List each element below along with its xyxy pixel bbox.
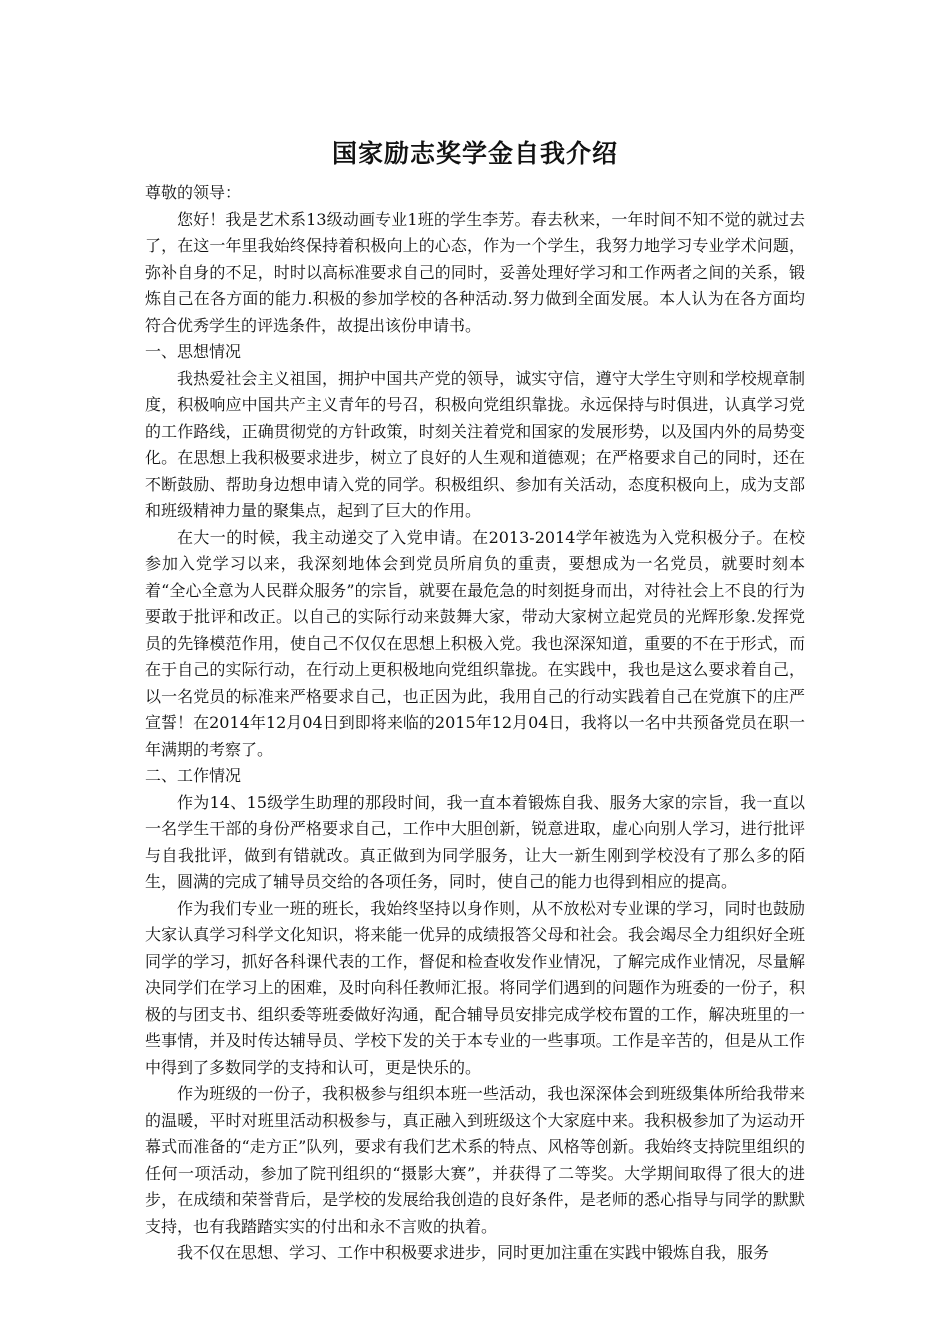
paragraph: 作为班级的一份子，我积极参与组织本班一些活动，我也深深体会到班级集体所给我带来的温暖，平时对班里活动积极参与，真正融入到班级这个大家庭中来。我积极参加了为运动开幕式而准备的“走方正”队列，要求有我们艺术系的特点、风格等创新。我始终支持院里组织的任何一项活动，参加了院刊组织的“摄影大赛”，并获得了二等奖。大学期间取得了很大的进步，在成绩和荣誉背后，是学校的发展给我创造的良好条件，是老师的悉心指导与同学的默默支持，也有我踏踏实实的付出和永不言败的执着。 <box>145 1084 805 1236</box>
paragraph: 作为14、15级学生助理的那段时间，我一直本着锻炼自我、服务大家的宗旨，我一直以一名学生干部的身份严格要求自己，工作中大胆创新，锐意进取，虚心向别人学习，进行批评与自我批评，做到有错就改。真正做到为同学服务，让大一新生刚到学校没有了那么多的陌生，圆满的完成了辅导员交给的各项任务，同时，使自己的能力也得到相应的提高。 <box>145 792 805 891</box>
intro-paragraph: 您好！我是艺术系13级动画专业1班的学生李芳。春去秋来，一年时间不知不觉的就过去了，在这一年里我始终保持着积极向上的心态，作为一个学生，我努力地学习专业学术问题，弥补自身的不足，时时以高标准要求自己的同时，妥善处理好学习和工作两者之间的关系，锻炼自己在各方面的能力.积极的参加学校的各种活动.努力做到全面发展。本人认为在各方面均符合优秀学生的评选条件，故提出该份申请书。 <box>145 209 805 335</box>
section-heading-work: 二、工作情况 <box>145 766 242 785</box>
paragraph: 作为我们专业一班的班长，我始终坚持以身作则，从不放松对专业课的学习，同时也鼓励大家认真学习科学文化知识，将来能一优异的成绩报答父母和社会。我会竭尽全力组织好全班同学的学习，抓好各科课代表的工作，督促和检查收发作业情况，了解完成作业情况，尽量解决同学们在学习上的困难，及时向科任教师汇报。将同学们遇到的问题作为班委的一份子，积极的与团支书、组织委等班委做好沟通，配合辅导员安排完成学校布置的工作，解决班里的一些事情，并及时传达辅导员、学校下发的关于本专业的一些事项。工作是辛苦的，但是从工作中得到了多数同学的支持和认可，更是快乐的。 <box>145 898 805 1077</box>
document-body <box>145 128 805 1267</box>
paragraph: 我热爱社会主义祖国，拥护中国共产党的领导，诚实守信，遵守大学生守则和学校规章制度，积极响应中国共产主义青年的号召，积极向党组织靠拢。永远保持与时俱进，认真学习党的工作路线，正确贯彻党的方针政策，时刻关注着党和国家的发展形势，以及国内外的局势变化。在思想上我积极要求进步，树立了良好的人生观和道德观；在严格要求自己的同时，还在不断鼓励、帮助身边想申请入党的同学。积极组织、参加有关活动，态度积极向上，成为支部和班级精神力量的聚集点，起到了巨大的作用。 <box>145 368 805 520</box>
paragraph: 我不仅在思想、学习、工作中积极要求进步，同时更加注重在实践中锻炼自我，服务 <box>177 1243 770 1262</box>
paragraph: 在大一的时候，我主动递交了入党申请。在2013-2014学年被选为入党积极分子。在校参加入党学习以来，我深刻地体会到党员所肩负的重责，要想成为一名党员，就要时刻本着“全心全意为人民群众服务”的宗旨，就要在最危急的时刻挺身而出，对待社会上不良的行为要敢于批评和改正。以自己的实际行动来鼓舞大家，带动大家树立起党员的光辉形象.发挥党员的先锋模范作用，使自己不仅仅在思想上积极入党。我也深深知道，重要的不在于形式，而在于自己的实际行动，在行动上更积极地向党组织靠拢。在实践中，我也是这么要求着自己，以一名党员的标准来严格要求自己，也正因为此，我用自己的行动实践着自己在党旗下的庄严宣誓！在2014年12月04日到即将来临的2015年12月04日，我将以一名中共预备党员在职一年满期的考察了。 <box>145 527 805 759</box>
section-heading-thought: 一、思想情况 <box>145 342 242 361</box>
document-title: 国家励志奖学金自我介绍 <box>331 139 618 168</box>
salutation: 尊敬的领导： <box>145 183 242 202</box>
